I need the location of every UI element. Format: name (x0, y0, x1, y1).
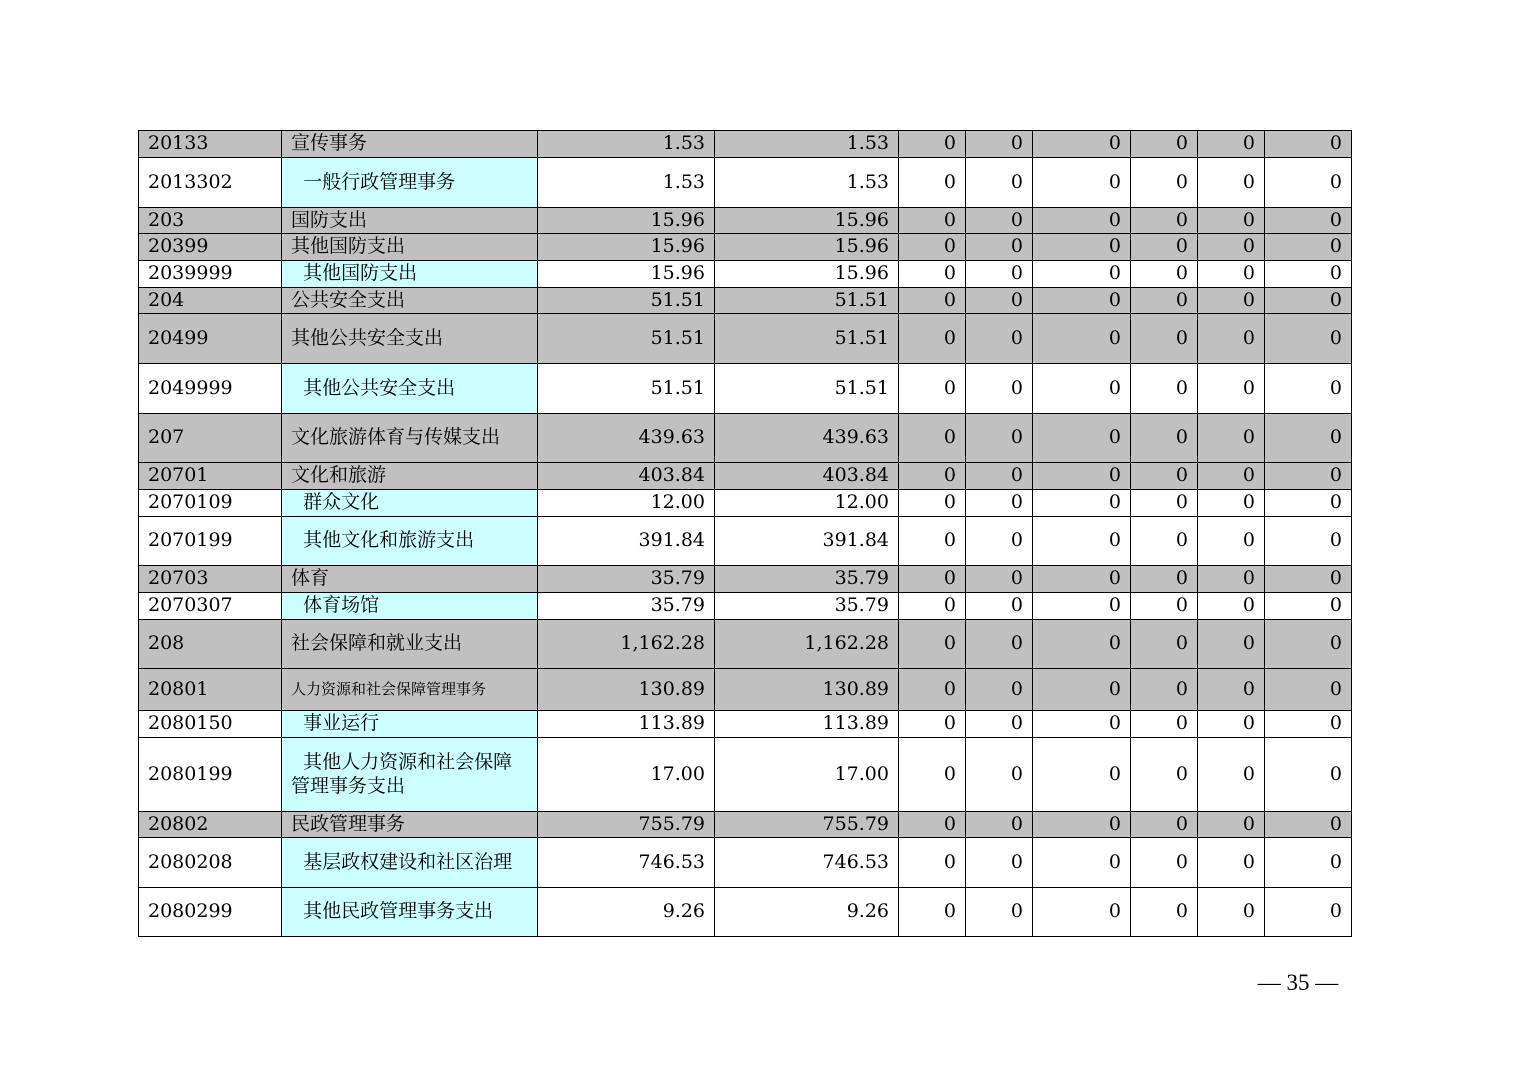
amount-cell: 0 (966, 669, 1033, 711)
amount-cell: 0 (1131, 593, 1198, 620)
amount-cell: 0 (899, 517, 966, 566)
table-row (139, 517, 1352, 566)
amount-cell: 0 (966, 288, 1033, 314)
amount-cell: 35.79 (715, 593, 899, 620)
amount-cell: 0 (1198, 288, 1265, 314)
amount-cell: 0 (1131, 414, 1198, 463)
subject-name-cell: 其他公共安全支出 (282, 364, 538, 414)
amount-cell: 746.53 (538, 838, 715, 888)
amount-cell: 12.00 (538, 490, 715, 517)
table-row (139, 620, 1352, 669)
amount-cell: 0 (1131, 288, 1198, 314)
amount-cell: 0 (1198, 888, 1265, 937)
amount-cell: 0 (966, 620, 1033, 669)
subject-code-cell: 2070199 (139, 517, 282, 566)
amount-cell: 746.53 (715, 838, 899, 888)
amount-cell: 130.89 (538, 669, 715, 711)
amount-cell: 1.53 (715, 158, 899, 208)
subject-code-cell: 2080199 (139, 738, 282, 812)
amount-cell: 0 (1033, 131, 1131, 158)
amount-cell: 0 (1131, 738, 1198, 812)
amount-cell: 0 (1265, 669, 1352, 711)
amount-cell: 0 (899, 414, 966, 463)
amount-cell: 0 (1198, 620, 1265, 669)
amount-cell: 0 (1033, 888, 1131, 937)
table-row (139, 812, 1352, 838)
subject-code-cell: 204 (139, 288, 282, 314)
subject-name-cell: 其他人力资源和社会保障 管理事务支出 (282, 738, 538, 812)
amount-cell: 0 (966, 593, 1033, 620)
amount-cell: 0 (1265, 566, 1352, 593)
amount-cell: 0 (899, 738, 966, 812)
subject-code-cell: 20802 (139, 812, 282, 838)
amount-cell: 0 (966, 711, 1033, 738)
amount-cell: 0 (1198, 414, 1265, 463)
amount-cell: 0 (1265, 288, 1352, 314)
amount-cell: 35.79 (538, 566, 715, 593)
amount-cell: 0 (966, 888, 1033, 937)
amount-cell: 0 (899, 812, 966, 838)
subject-code-cell: 20399 (139, 234, 282, 261)
subject-code-cell: 2039999 (139, 261, 282, 288)
table-row (139, 261, 1352, 288)
amount-cell: 0 (899, 364, 966, 414)
amount-cell: 0 (966, 566, 1033, 593)
amount-cell: 0 (1265, 517, 1352, 566)
amount-cell: 51.51 (538, 314, 715, 364)
amount-cell: 0 (1265, 738, 1352, 812)
amount-cell: 0 (1265, 261, 1352, 288)
amount-cell: 0 (1265, 593, 1352, 620)
amount-cell: 0 (1198, 490, 1265, 517)
amount-cell: 0 (899, 158, 966, 208)
amount-cell: 0 (1033, 593, 1131, 620)
table-row (139, 414, 1352, 463)
amount-cell: 0 (1198, 261, 1265, 288)
amount-cell: 113.89 (715, 711, 899, 738)
amount-cell: 0 (1033, 314, 1131, 364)
amount-cell: 17.00 (538, 738, 715, 812)
amount-cell: 0 (966, 364, 1033, 414)
amount-cell: 0 (1033, 711, 1131, 738)
amount-cell: 0 (1131, 234, 1198, 261)
amount-cell: 35.79 (715, 566, 899, 593)
table-row (139, 838, 1352, 888)
amount-cell: 0 (1033, 234, 1131, 261)
amount-cell: 439.63 (538, 414, 715, 463)
amount-cell: 1,162.28 (538, 620, 715, 669)
amount-cell: 0 (1265, 888, 1352, 937)
subject-name-cell: 体育场馆 (282, 593, 538, 620)
amount-cell: 113.89 (538, 711, 715, 738)
subject-code-cell: 207 (139, 414, 282, 463)
table-row (139, 566, 1352, 593)
amount-cell: 0 (1198, 131, 1265, 158)
amount-cell: 0 (966, 738, 1033, 812)
amount-cell: 0 (1033, 414, 1131, 463)
amount-cell: 403.84 (715, 463, 899, 490)
amount-cell: 0 (966, 131, 1033, 158)
subject-code-cell: 2070109 (139, 490, 282, 517)
amount-cell: 51.51 (715, 364, 899, 414)
amount-cell: 0 (966, 414, 1033, 463)
budget-table (138, 130, 1352, 937)
amount-cell: 1,162.28 (715, 620, 899, 669)
amount-cell: 0 (1131, 812, 1198, 838)
amount-cell: 0 (1131, 711, 1198, 738)
subject-code-cell: 20133 (139, 131, 282, 158)
amount-cell: 51.51 (538, 288, 715, 314)
amount-cell: 0 (1198, 566, 1265, 593)
amount-cell: 0 (1265, 158, 1352, 208)
amount-cell: 0 (899, 669, 966, 711)
amount-cell: 0 (966, 812, 1033, 838)
amount-cell: 0 (1033, 738, 1131, 812)
amount-cell: 0 (1265, 364, 1352, 414)
subject-code-cell: 2070307 (139, 593, 282, 620)
subject-code-cell: 2080150 (139, 711, 282, 738)
amount-cell: 0 (1131, 490, 1198, 517)
amount-cell: 1.53 (538, 131, 715, 158)
amount-cell: 15.96 (538, 234, 715, 261)
amount-cell: 0 (1198, 593, 1265, 620)
amount-cell: 51.51 (538, 364, 715, 414)
amount-cell: 0 (1198, 463, 1265, 490)
amount-cell: 1.53 (715, 131, 899, 158)
amount-cell: 0 (1131, 888, 1198, 937)
amount-cell: 0 (1265, 414, 1352, 463)
amount-cell: 0 (1033, 288, 1131, 314)
amount-cell: 0 (966, 234, 1033, 261)
table-row (139, 158, 1352, 208)
amount-cell: 15.96 (538, 208, 715, 234)
amount-cell: 0 (966, 261, 1033, 288)
subject-name-cell: 其他国防支出 (282, 261, 538, 288)
amount-cell: 0 (1265, 620, 1352, 669)
amount-cell: 0 (1131, 364, 1198, 414)
table-row (139, 364, 1352, 414)
subject-name-cell: 基层政权建设和社区治理 (282, 838, 538, 888)
amount-cell: 0 (966, 158, 1033, 208)
subject-name-cell: 社会保障和就业支出 (282, 620, 538, 669)
subject-code-cell: 2080299 (139, 888, 282, 937)
amount-cell: 0 (1131, 261, 1198, 288)
table-row (139, 288, 1352, 314)
subject-name-cell: 民政管理事务 (282, 812, 538, 838)
amount-cell: 0 (1033, 669, 1131, 711)
amount-cell: 0 (1198, 838, 1265, 888)
subject-code-cell: 203 (139, 208, 282, 234)
subject-name-cell: 群众文化 (282, 490, 538, 517)
amount-cell: 0 (1131, 669, 1198, 711)
amount-cell: 0 (1033, 364, 1131, 414)
amount-cell: 0 (966, 463, 1033, 490)
amount-cell: 0 (1265, 711, 1352, 738)
amount-cell: 51.51 (715, 314, 899, 364)
subject-name-cell: 其他国防支出 (282, 234, 538, 261)
table-row (139, 234, 1352, 261)
amount-cell: 0 (1198, 517, 1265, 566)
amount-cell: 0 (1198, 711, 1265, 738)
subject-code-cell: 20701 (139, 463, 282, 490)
amount-cell: 0 (899, 288, 966, 314)
amount-cell: 0 (1033, 463, 1131, 490)
amount-cell: 0 (1198, 314, 1265, 364)
subject-name-cell: 文化旅游体育与传媒支出 (282, 414, 538, 463)
table-row (139, 593, 1352, 620)
subject-name-cell: 宣传事务 (282, 131, 538, 158)
subject-name-cell: 体育 (282, 566, 538, 593)
subject-name-cell: 文化和旅游 (282, 463, 538, 490)
amount-cell: 9.26 (538, 888, 715, 937)
amount-cell: 0 (1131, 566, 1198, 593)
amount-cell: 0 (899, 314, 966, 364)
amount-cell: 0 (1198, 738, 1265, 812)
amount-cell: 35.79 (538, 593, 715, 620)
subject-name-cell: 一般行政管理事务 (282, 158, 538, 208)
subject-code-cell: 20703 (139, 566, 282, 593)
amount-cell: 0 (1033, 517, 1131, 566)
table-row (139, 131, 1352, 158)
amount-cell: 0 (899, 711, 966, 738)
amount-cell: 0 (1198, 208, 1265, 234)
subject-name-cell: 其他民政管理事务支出 (282, 888, 538, 937)
amount-cell: 0 (1265, 463, 1352, 490)
subject-name-cell: 其他公共安全支出 (282, 314, 538, 364)
amount-cell: 1.53 (538, 158, 715, 208)
amount-cell: 0 (1265, 234, 1352, 261)
amount-cell: 0 (966, 490, 1033, 517)
amount-cell: 17.00 (715, 738, 899, 812)
amount-cell: 15.96 (538, 261, 715, 288)
amount-cell: 439.63 (715, 414, 899, 463)
amount-cell: 0 (1265, 812, 1352, 838)
amount-cell: 0 (899, 463, 966, 490)
amount-cell: 0 (966, 517, 1033, 566)
amount-cell: 0 (1198, 234, 1265, 261)
subject-code-cell: 20801 (139, 669, 282, 711)
amount-cell: 403.84 (538, 463, 715, 490)
table-row (139, 888, 1352, 937)
amount-cell: 0 (1198, 812, 1265, 838)
amount-cell: 0 (1131, 463, 1198, 490)
amount-cell: 0 (1033, 158, 1131, 208)
amount-cell: 0 (1131, 838, 1198, 888)
table-row (139, 711, 1352, 738)
amount-cell: 0 (1265, 490, 1352, 517)
amount-cell: 0 (1131, 620, 1198, 669)
amount-cell: 0 (899, 620, 966, 669)
amount-cell: 0 (1033, 620, 1131, 669)
subject-code-cell: 208 (139, 620, 282, 669)
amount-cell: 0 (899, 234, 966, 261)
amount-cell: 0 (899, 888, 966, 937)
subject-name-cell: 其他文化和旅游支出 (282, 517, 538, 566)
amount-cell: 0 (1198, 158, 1265, 208)
amount-cell: 0 (966, 838, 1033, 888)
amount-cell: 0 (1033, 566, 1131, 593)
amount-cell: 51.51 (715, 288, 899, 314)
page-number: — 35 — (1257, 970, 1339, 995)
amount-cell: 0 (1131, 158, 1198, 208)
subject-name-cell: 公共安全支出 (282, 288, 538, 314)
amount-cell: 0 (899, 490, 966, 517)
amount-cell: 0 (1033, 208, 1131, 234)
amount-cell: 0 (1265, 314, 1352, 364)
amount-cell: 0 (966, 208, 1033, 234)
amount-cell: 391.84 (715, 517, 899, 566)
amount-cell: 0 (1033, 261, 1131, 288)
subject-name-cell: 事业运行 (282, 711, 538, 738)
amount-cell: 0 (1033, 838, 1131, 888)
amount-cell: 0 (1265, 838, 1352, 888)
amount-cell: 755.79 (538, 812, 715, 838)
amount-cell: 755.79 (715, 812, 899, 838)
amount-cell: 0 (899, 208, 966, 234)
table-row (139, 490, 1352, 517)
amount-cell: 0 (899, 566, 966, 593)
amount-cell: 15.96 (715, 261, 899, 288)
amount-cell: 0 (1131, 314, 1198, 364)
amount-cell: 391.84 (538, 517, 715, 566)
subject-name-cell: 人力资源和社会保障管理事务 (282, 669, 538, 711)
table-row (139, 314, 1352, 364)
amount-cell: 0 (1131, 208, 1198, 234)
subject-code-cell: 2013302 (139, 158, 282, 208)
table-row (139, 738, 1352, 812)
amount-cell: 0 (899, 838, 966, 888)
subject-name-cell: 国防支出 (282, 208, 538, 234)
amount-cell: 0 (1198, 364, 1265, 414)
amount-cell: 0 (1131, 131, 1198, 158)
table-row (139, 463, 1352, 490)
amount-cell: 0 (1265, 131, 1352, 158)
amount-cell: 15.96 (715, 208, 899, 234)
amount-cell: 0 (899, 131, 966, 158)
subject-code-cell: 2049999 (139, 364, 282, 414)
amount-cell: 0 (899, 261, 966, 288)
budget-table-body (139, 131, 1352, 937)
amount-cell: 15.96 (715, 234, 899, 261)
table-row (139, 208, 1352, 234)
amount-cell: 0 (966, 314, 1033, 364)
subject-code-cell: 2080208 (139, 838, 282, 888)
table-row (139, 669, 1352, 711)
amount-cell: 12.00 (715, 490, 899, 517)
subject-code-cell: 20499 (139, 314, 282, 364)
amount-cell: 0 (1265, 208, 1352, 234)
amount-cell: 130.89 (715, 669, 899, 711)
amount-cell: 0 (1131, 517, 1198, 566)
amount-cell: 0 (1033, 490, 1131, 517)
amount-cell: 9.26 (715, 888, 899, 937)
amount-cell: 0 (1198, 669, 1265, 711)
amount-cell: 0 (1033, 812, 1131, 838)
amount-cell: 0 (899, 593, 966, 620)
